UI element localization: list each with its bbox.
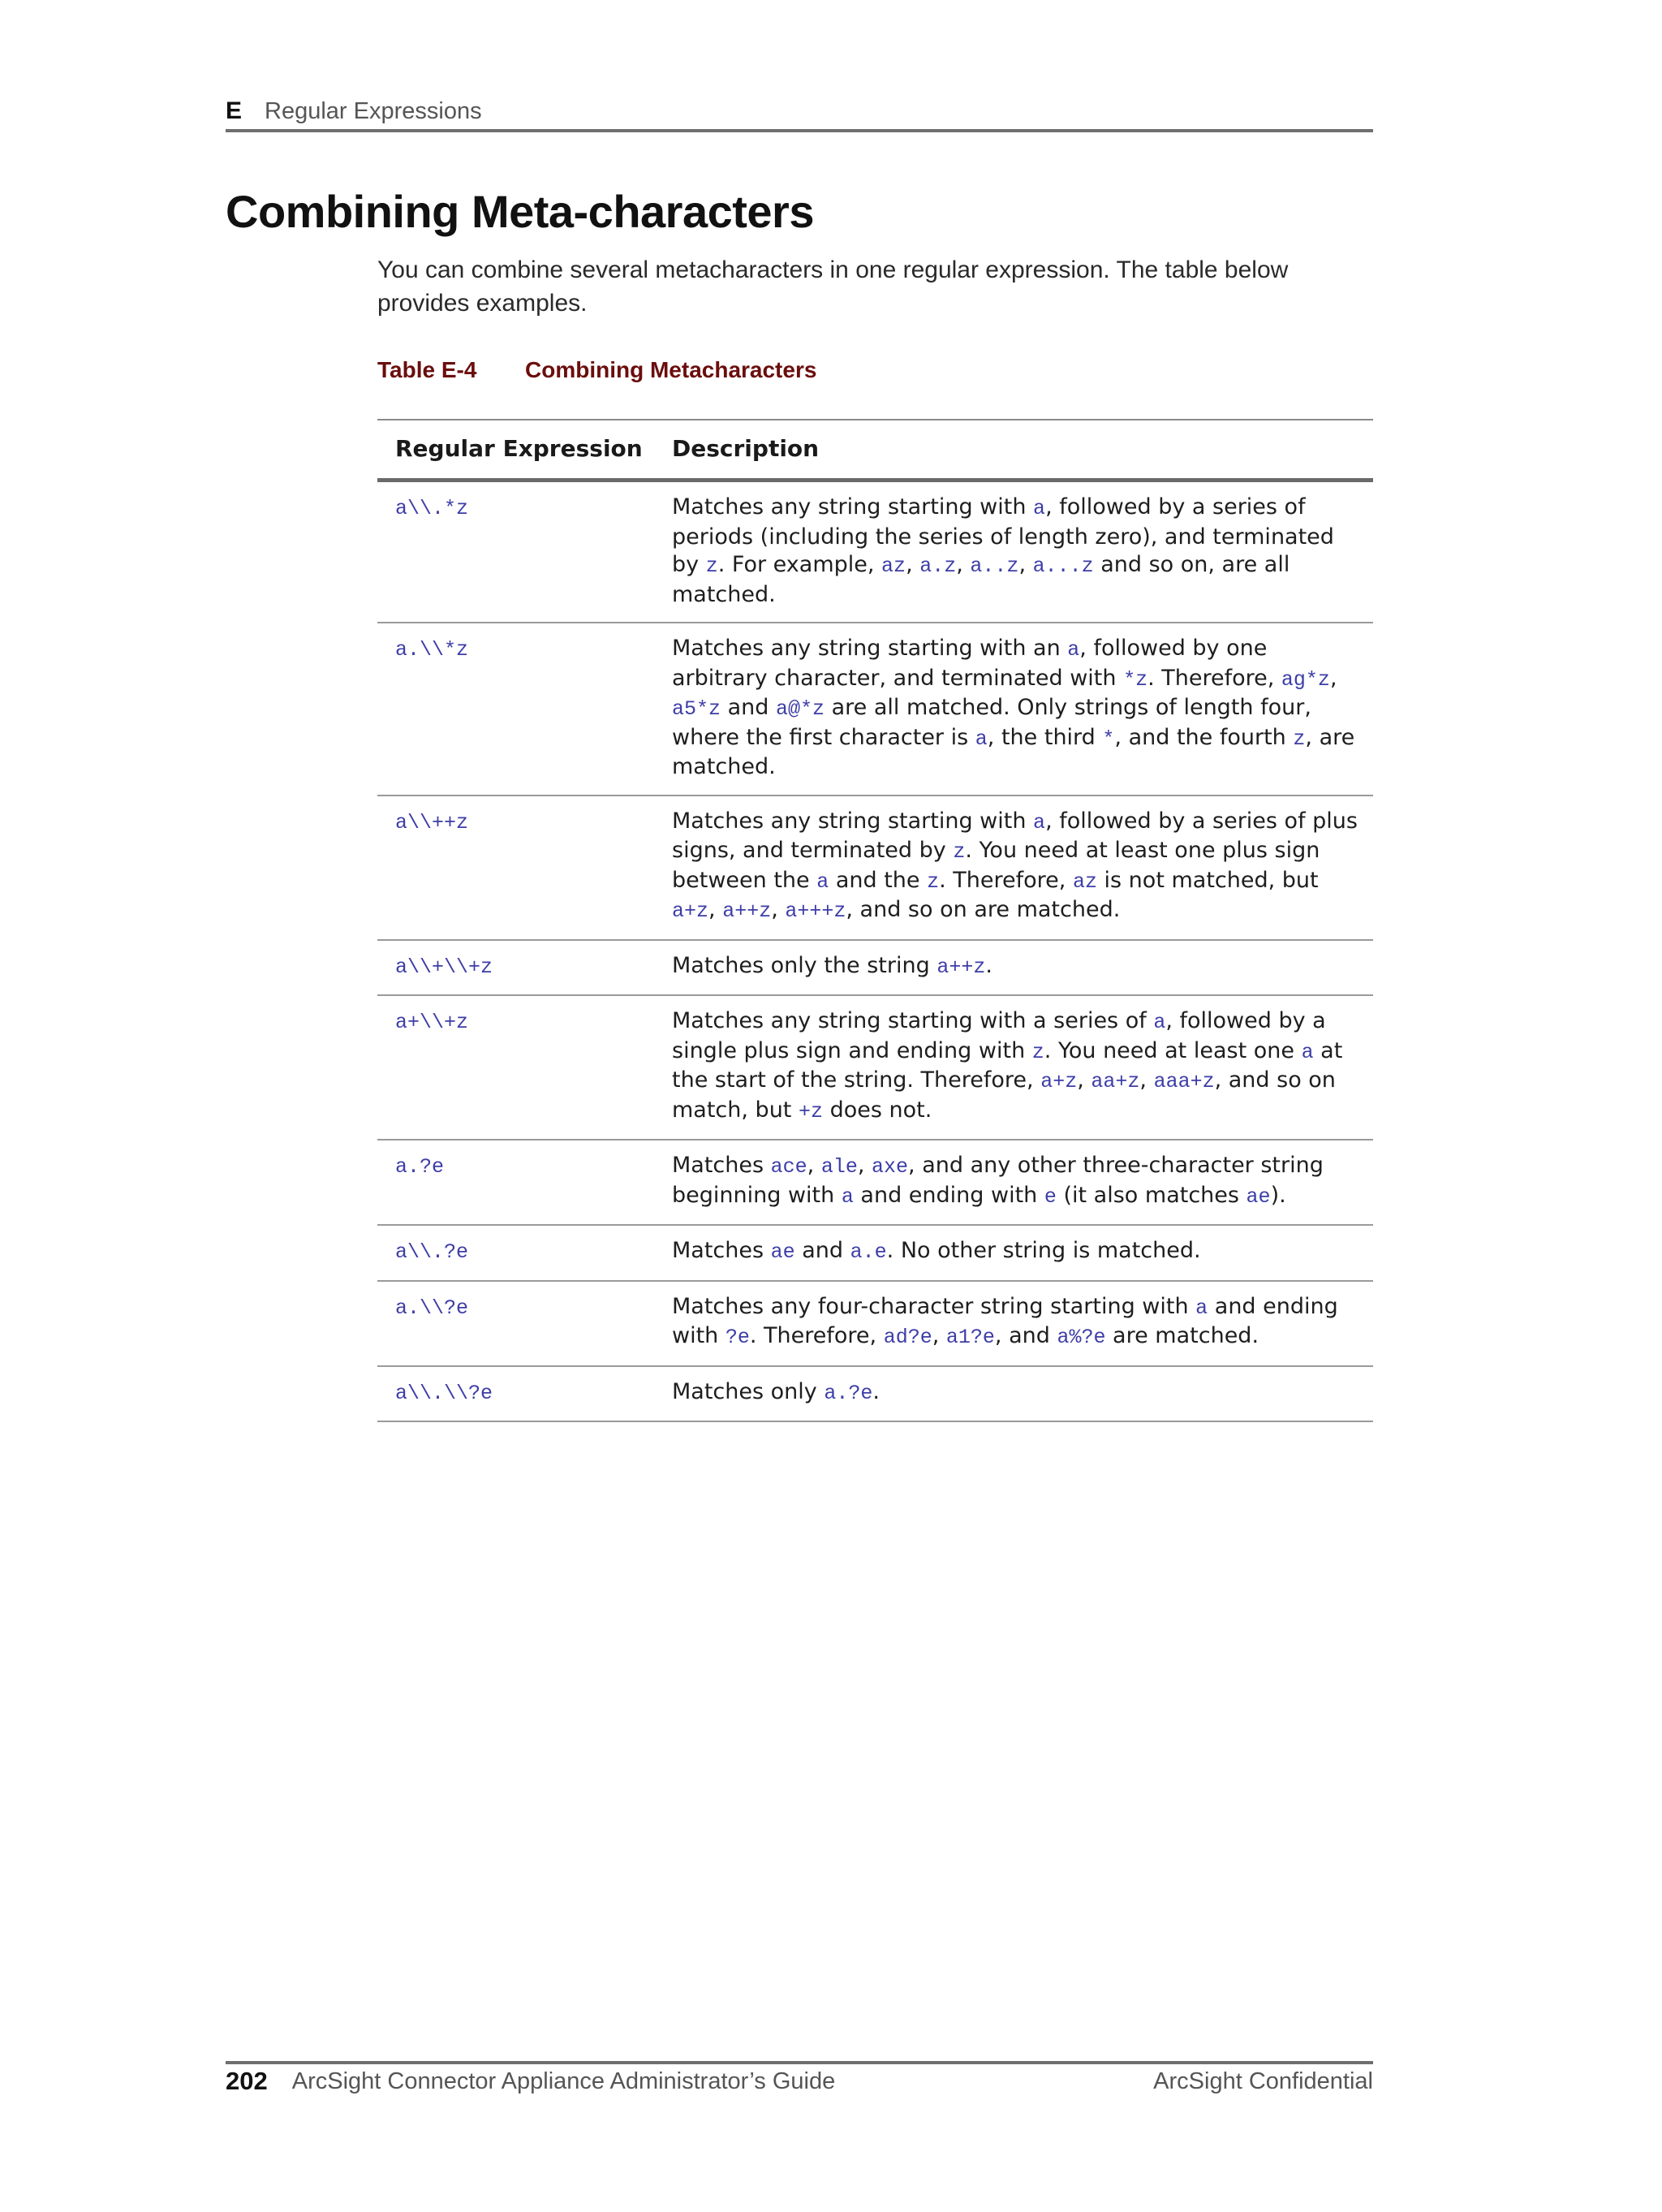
table-row xyxy=(377,1225,1373,1281)
regex-description: Matches any string starting with a series of a, followed by a single plus sign and ending with z. You need at least one a at the start of the string. Therefore, a+z, aa+z, aaa+z, and so on match, but +z does not. xyxy=(672,1008,1343,1123)
table-row xyxy=(377,481,1373,623)
code-snippet: aa+z xyxy=(1091,1070,1140,1093)
code-snippet: a+z xyxy=(672,899,709,923)
book-title: ArcSight Connector Appliance Administrator’s Guide xyxy=(291,2068,836,2094)
regex-description: Matches only a.?e. xyxy=(672,1378,880,1405)
section-letter: E xyxy=(226,97,243,124)
code-snippet: a@*z xyxy=(775,697,825,721)
code-snippet: +z xyxy=(798,1099,823,1123)
metacharacter-table xyxy=(377,419,1373,1422)
section-title: Regular Expressions xyxy=(265,98,482,124)
regex-expression: a.?e xyxy=(395,1155,445,1179)
regex-description: Matches ace, ale, axe, and any other three-character string beginning with a and ending with e (it also matches ae). xyxy=(672,1153,1324,1209)
code-snippet: a xyxy=(1033,497,1046,520)
column-header-expression: Regular Expression xyxy=(395,435,643,462)
code-snippet: ag*z xyxy=(1281,667,1330,692)
table-caption-title: Combining Metacharacters xyxy=(525,357,817,382)
confidential-label: ArcSight Confidential xyxy=(1153,2068,1373,2094)
code-snippet: a++z xyxy=(936,955,986,979)
code-snippet: a5*z xyxy=(672,697,721,721)
regex-description: Matches only the string a++z. xyxy=(672,952,992,979)
code-snippet: a+z xyxy=(1040,1070,1078,1093)
code-snippet: a xyxy=(975,727,988,751)
code-snippet: a.z xyxy=(919,554,957,578)
code-snippet: a xyxy=(816,869,829,894)
page-number: 202 xyxy=(226,2067,268,2095)
code-snippet: z xyxy=(705,554,718,578)
table-row xyxy=(377,1281,1373,1366)
code-snippet: a.e xyxy=(850,1240,887,1264)
table-caption xyxy=(377,357,816,383)
code-snippet: z xyxy=(927,869,940,894)
code-snippet: ae xyxy=(1246,1184,1271,1209)
code-snippet: ale xyxy=(820,1155,858,1179)
code-snippet: az xyxy=(881,554,906,578)
running-header xyxy=(226,91,482,125)
code-snippet: a..z xyxy=(970,554,1019,578)
code-snippet: * xyxy=(1102,727,1115,751)
code-snippet: a xyxy=(1301,1040,1314,1064)
code-snippet: a++z xyxy=(722,899,772,923)
regex-expression: a\\++z xyxy=(395,810,469,834)
intro-paragraph: You can combine several metacharacters in one regular expression. The table below provides examples. xyxy=(377,257,1289,317)
regex-description: Matches ae and a.e. No other string is matched. xyxy=(672,1238,1201,1264)
regex-expression: a\\.?e xyxy=(395,1240,469,1264)
code-snippet: a1?e xyxy=(945,1326,995,1349)
code-snippet: a xyxy=(1153,1011,1166,1034)
code-snippet: ae xyxy=(770,1240,795,1264)
code-snippet: a.?e xyxy=(824,1381,873,1405)
code-snippet: z xyxy=(1293,727,1306,751)
table-caption-number: Table E-4 xyxy=(377,357,477,382)
regex-expression: a\\.*z xyxy=(395,497,469,520)
code-snippet: a%?e xyxy=(1057,1326,1106,1349)
code-snippet: z xyxy=(953,840,966,864)
code-snippet: a xyxy=(1067,638,1080,662)
code-snippet: aaa+z xyxy=(1153,1070,1215,1093)
code-snippet: ace xyxy=(770,1155,807,1179)
code-snippet: ad?e xyxy=(883,1326,932,1349)
column-header-description: Description xyxy=(672,435,820,462)
page-title: Combining Meta-characters xyxy=(226,186,814,237)
regex-description: Matches any string starting with a, followed by a series of periods (including the series of length zero), and terminated by z. For example, az, a.z, a..z, a...z and so on, are all matched. xyxy=(672,494,1334,607)
regex-expression: a+\\+z xyxy=(395,1011,469,1034)
code-snippet: a xyxy=(841,1184,854,1209)
code-snippet: a...z xyxy=(1032,554,1094,578)
code-snippet: az xyxy=(1072,869,1097,894)
code-snippet: ?e xyxy=(725,1326,750,1349)
code-snippet: a xyxy=(1195,1296,1208,1320)
regex-description: Matches any string starting with an a, followed by one arbitrary character, and terminated with *z. Therefore, ag*z, a5*z and a@*z are all matched. Only strings of length four, where the first character is a, the third *, and the fourth z, are matched. xyxy=(672,636,1355,779)
table-row xyxy=(377,623,1373,796)
regex-expression: a\\+\\+z xyxy=(395,955,493,979)
table-row xyxy=(377,995,1373,1140)
regex-description: Matches any four-character string starting with a and ending with ?e. Therefore, ad?e, a1?e, and a%?e are matched. xyxy=(672,1293,1338,1349)
code-snippet: a xyxy=(1033,810,1046,834)
table-row xyxy=(377,1366,1373,1422)
code-snippet: axe xyxy=(872,1155,909,1179)
table-row xyxy=(377,796,1373,940)
header-rule xyxy=(226,129,1373,132)
regex-expression: a\\.\\?e xyxy=(395,1381,493,1405)
regex-description: Matches any string starting with a, followed by a series of plus signs, and terminated by z. You need at least one plus sign between the a and the z. Therefore, az is not matched, but a+z, a++z, a+++z, and so on are matched. xyxy=(672,808,1358,923)
table-row xyxy=(377,1140,1373,1225)
regex-expression: a.\\?e xyxy=(395,1296,469,1320)
table-row xyxy=(377,940,1373,996)
table-header-row xyxy=(377,420,1373,481)
code-snippet: *z xyxy=(1123,667,1148,692)
running-footer xyxy=(226,2063,1373,2099)
code-snippet: a+++z xyxy=(785,899,846,923)
regex-expression: a.\\*z xyxy=(395,638,469,662)
code-snippet: e xyxy=(1044,1184,1057,1209)
code-snippet: z xyxy=(1031,1040,1044,1064)
